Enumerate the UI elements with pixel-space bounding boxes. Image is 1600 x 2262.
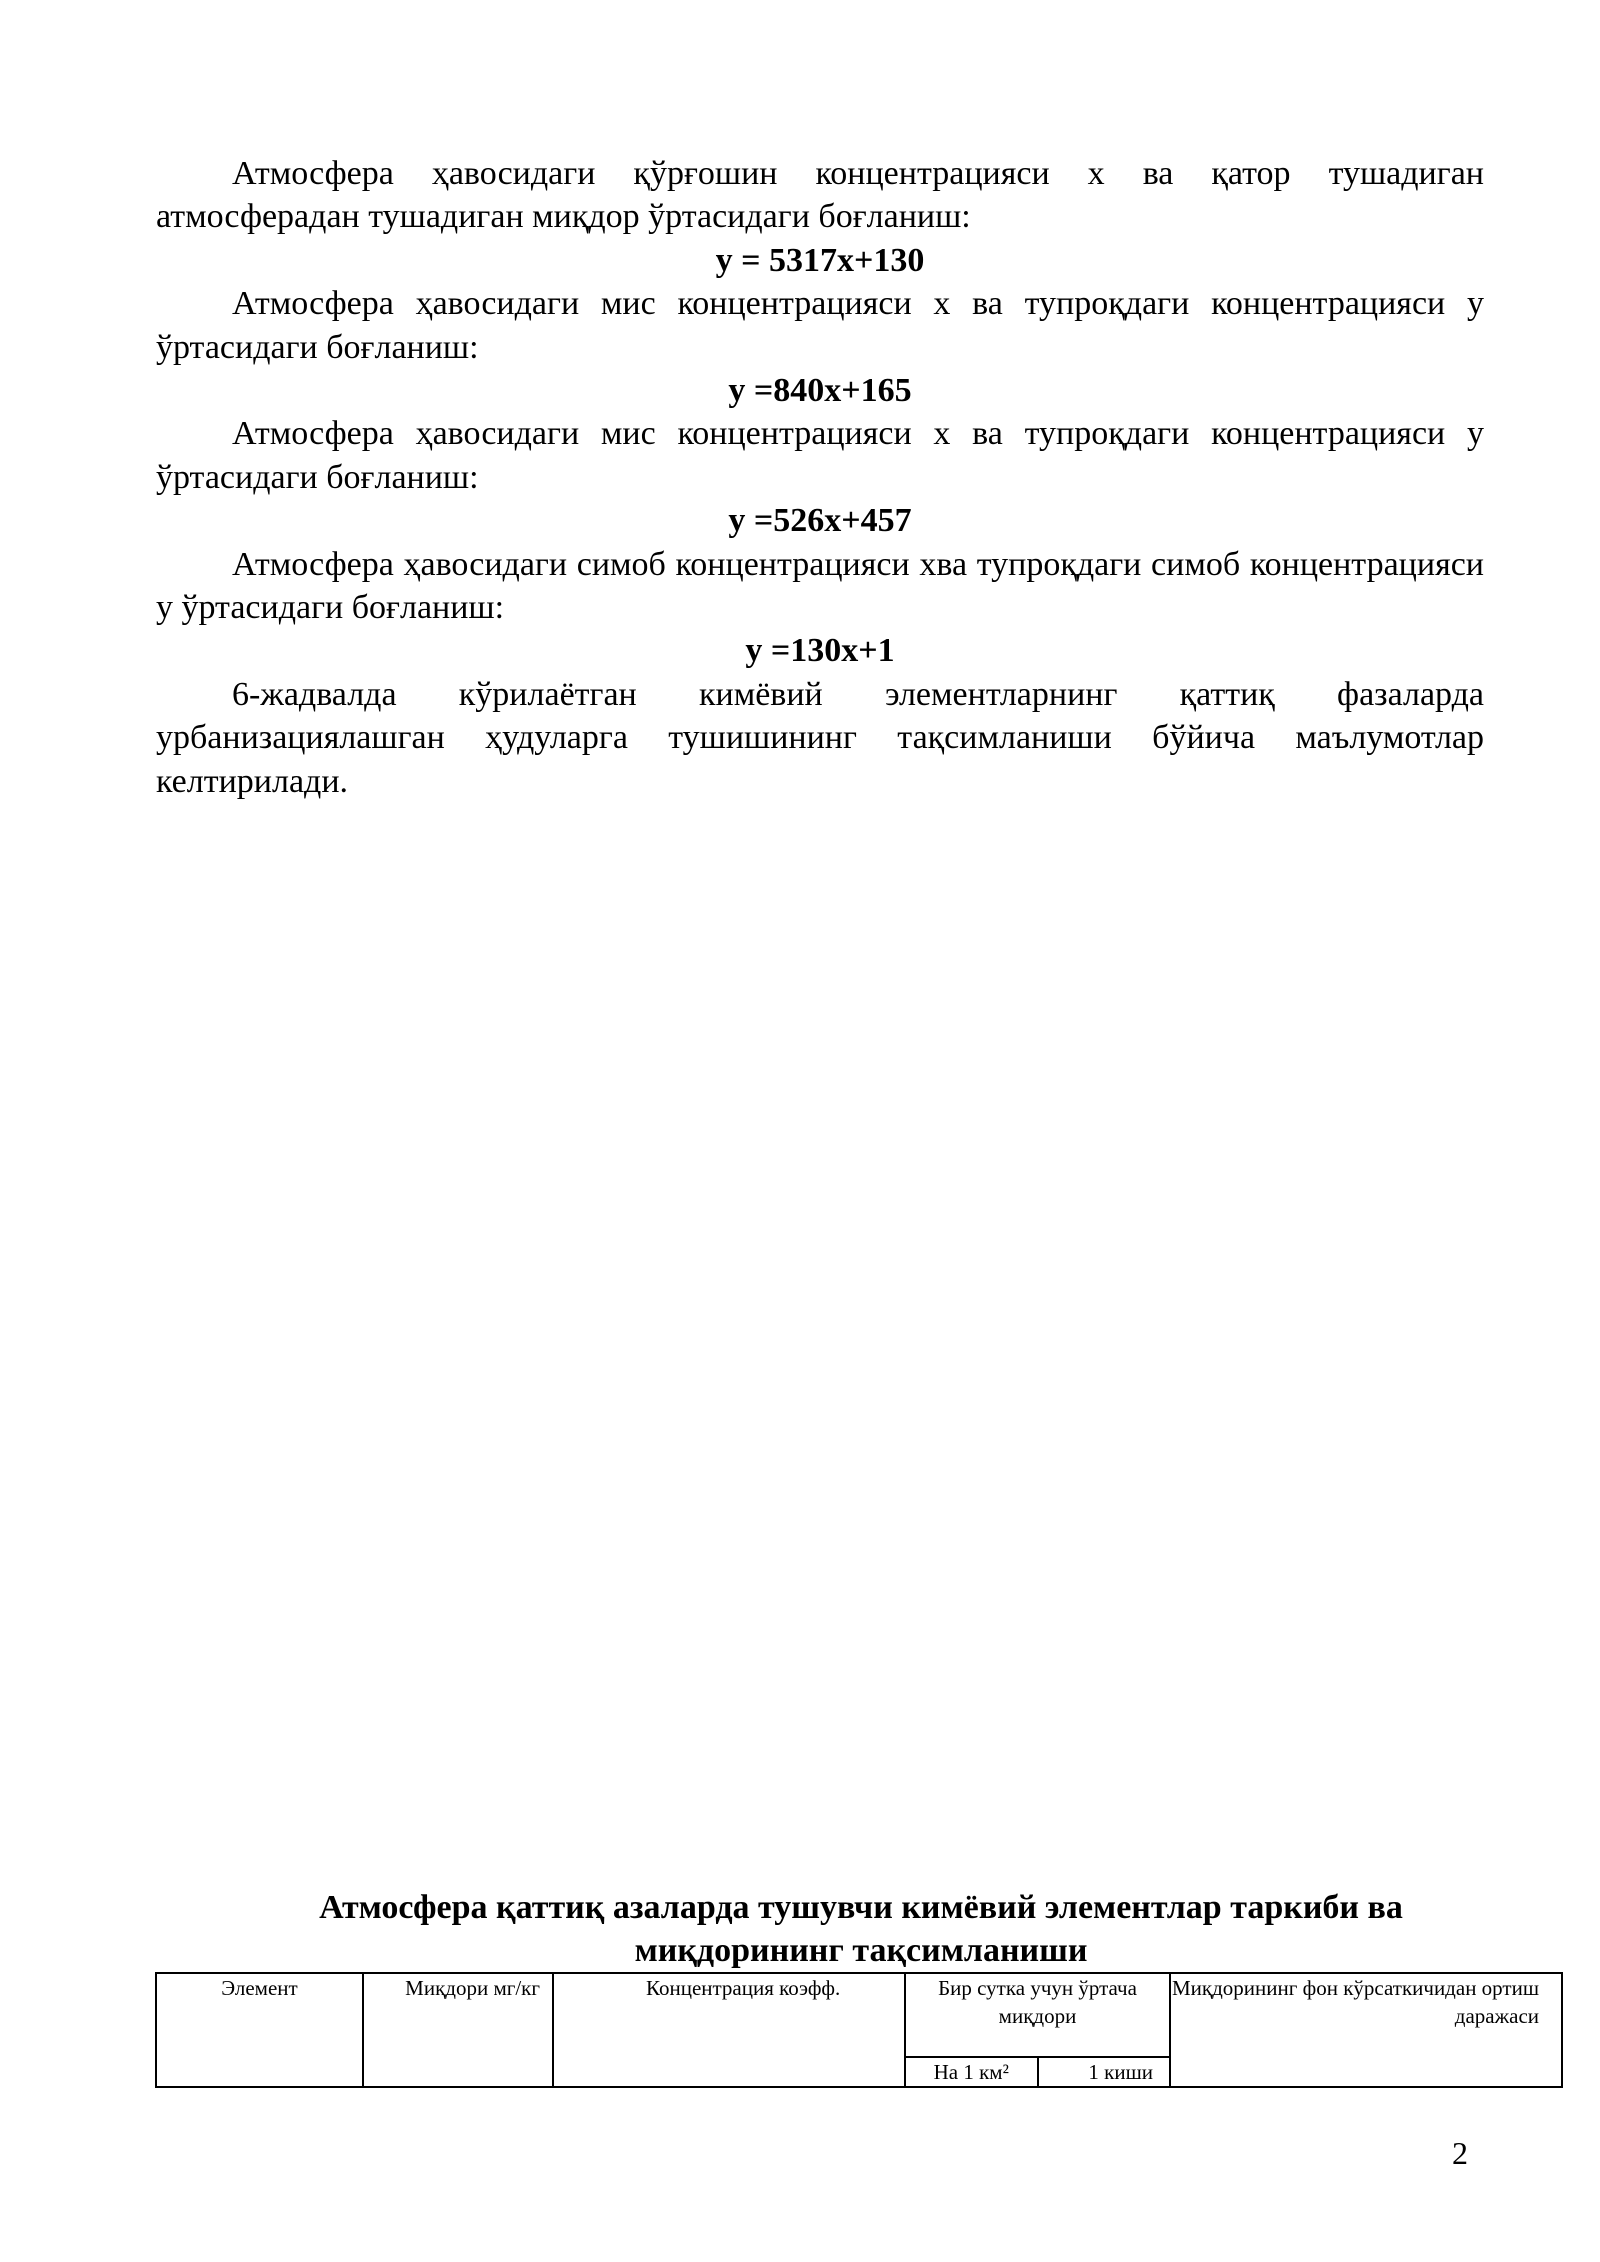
header-element: Элемент xyxy=(156,1973,363,2087)
header-background-excess: Миқдорининг фон кўрсаткичидан ортиш даражаси xyxy=(1170,1973,1562,2087)
table-title-line-2: миқдорининг тақсимланиши xyxy=(634,1932,1088,1970)
table-header-row xyxy=(156,1973,1562,2057)
table-title xyxy=(156,1886,1566,1973)
formula-copper-1: y =840x+165 xyxy=(728,372,912,410)
formula-copper-2: y =526x+457 xyxy=(728,502,912,540)
elements-table xyxy=(155,1972,1563,2088)
body-text xyxy=(156,152,1484,803)
paragraph-mercury-relation: Атмосфера ҳавосидаги симоб концентрацияси хва тупроқдаги симоб концентрацияси y ўртасидаги боғланиш: xyxy=(156,545,1484,627)
header-quantity: Миқдори мг/кг xyxy=(363,1973,553,2087)
header-per-person: 1 киши xyxy=(1038,2057,1171,2087)
page-number: 2 xyxy=(1452,2135,1468,2171)
paragraph-copper-relation: Атмосфера ҳавосидаги мис концентрацияси x ва тупроқдаги концентрацияси y ўртасидаги боғланиш: xyxy=(156,285,1484,366)
paragraph-copper-relation-2: Атмосфера ҳавосидаги мис концентрацияси x ва тупроқдаги концентрацияси y ўртасидаги боғланиш: xyxy=(156,415,1484,496)
header-coefficient: Концентрация коэфф. xyxy=(553,1973,905,2087)
formula-lead: y = 5317x+130 xyxy=(715,241,925,279)
paragraph-table-intro: 6-жадвалда кўрилаётган кимёвий элементларнинг қаттиқ фазаларда урбанизациялашган ҳудуларга тушишининг тақсимланиши бўйича маълумотлар келтирилади. xyxy=(156,675,1484,800)
table-title-line-1: Атмосфера қаттиқ азаларда тушувчи кимёвий элементлар таркиби ва xyxy=(319,1889,1403,1926)
header-daily-average: Бир сутка учун ўртача миқдори xyxy=(905,1973,1170,2057)
paragraph-lead-relation: Атмосфера ҳавосидаги қўрғошин концентрацияси x ва қатор тушадиган атмосферадан тушадиган миқдор ўртасидаги боғланиш: xyxy=(156,155,1484,236)
formula-mercury: y =130x+1 xyxy=(745,632,895,670)
header-per-km2: На 1 км² xyxy=(905,2057,1038,2087)
